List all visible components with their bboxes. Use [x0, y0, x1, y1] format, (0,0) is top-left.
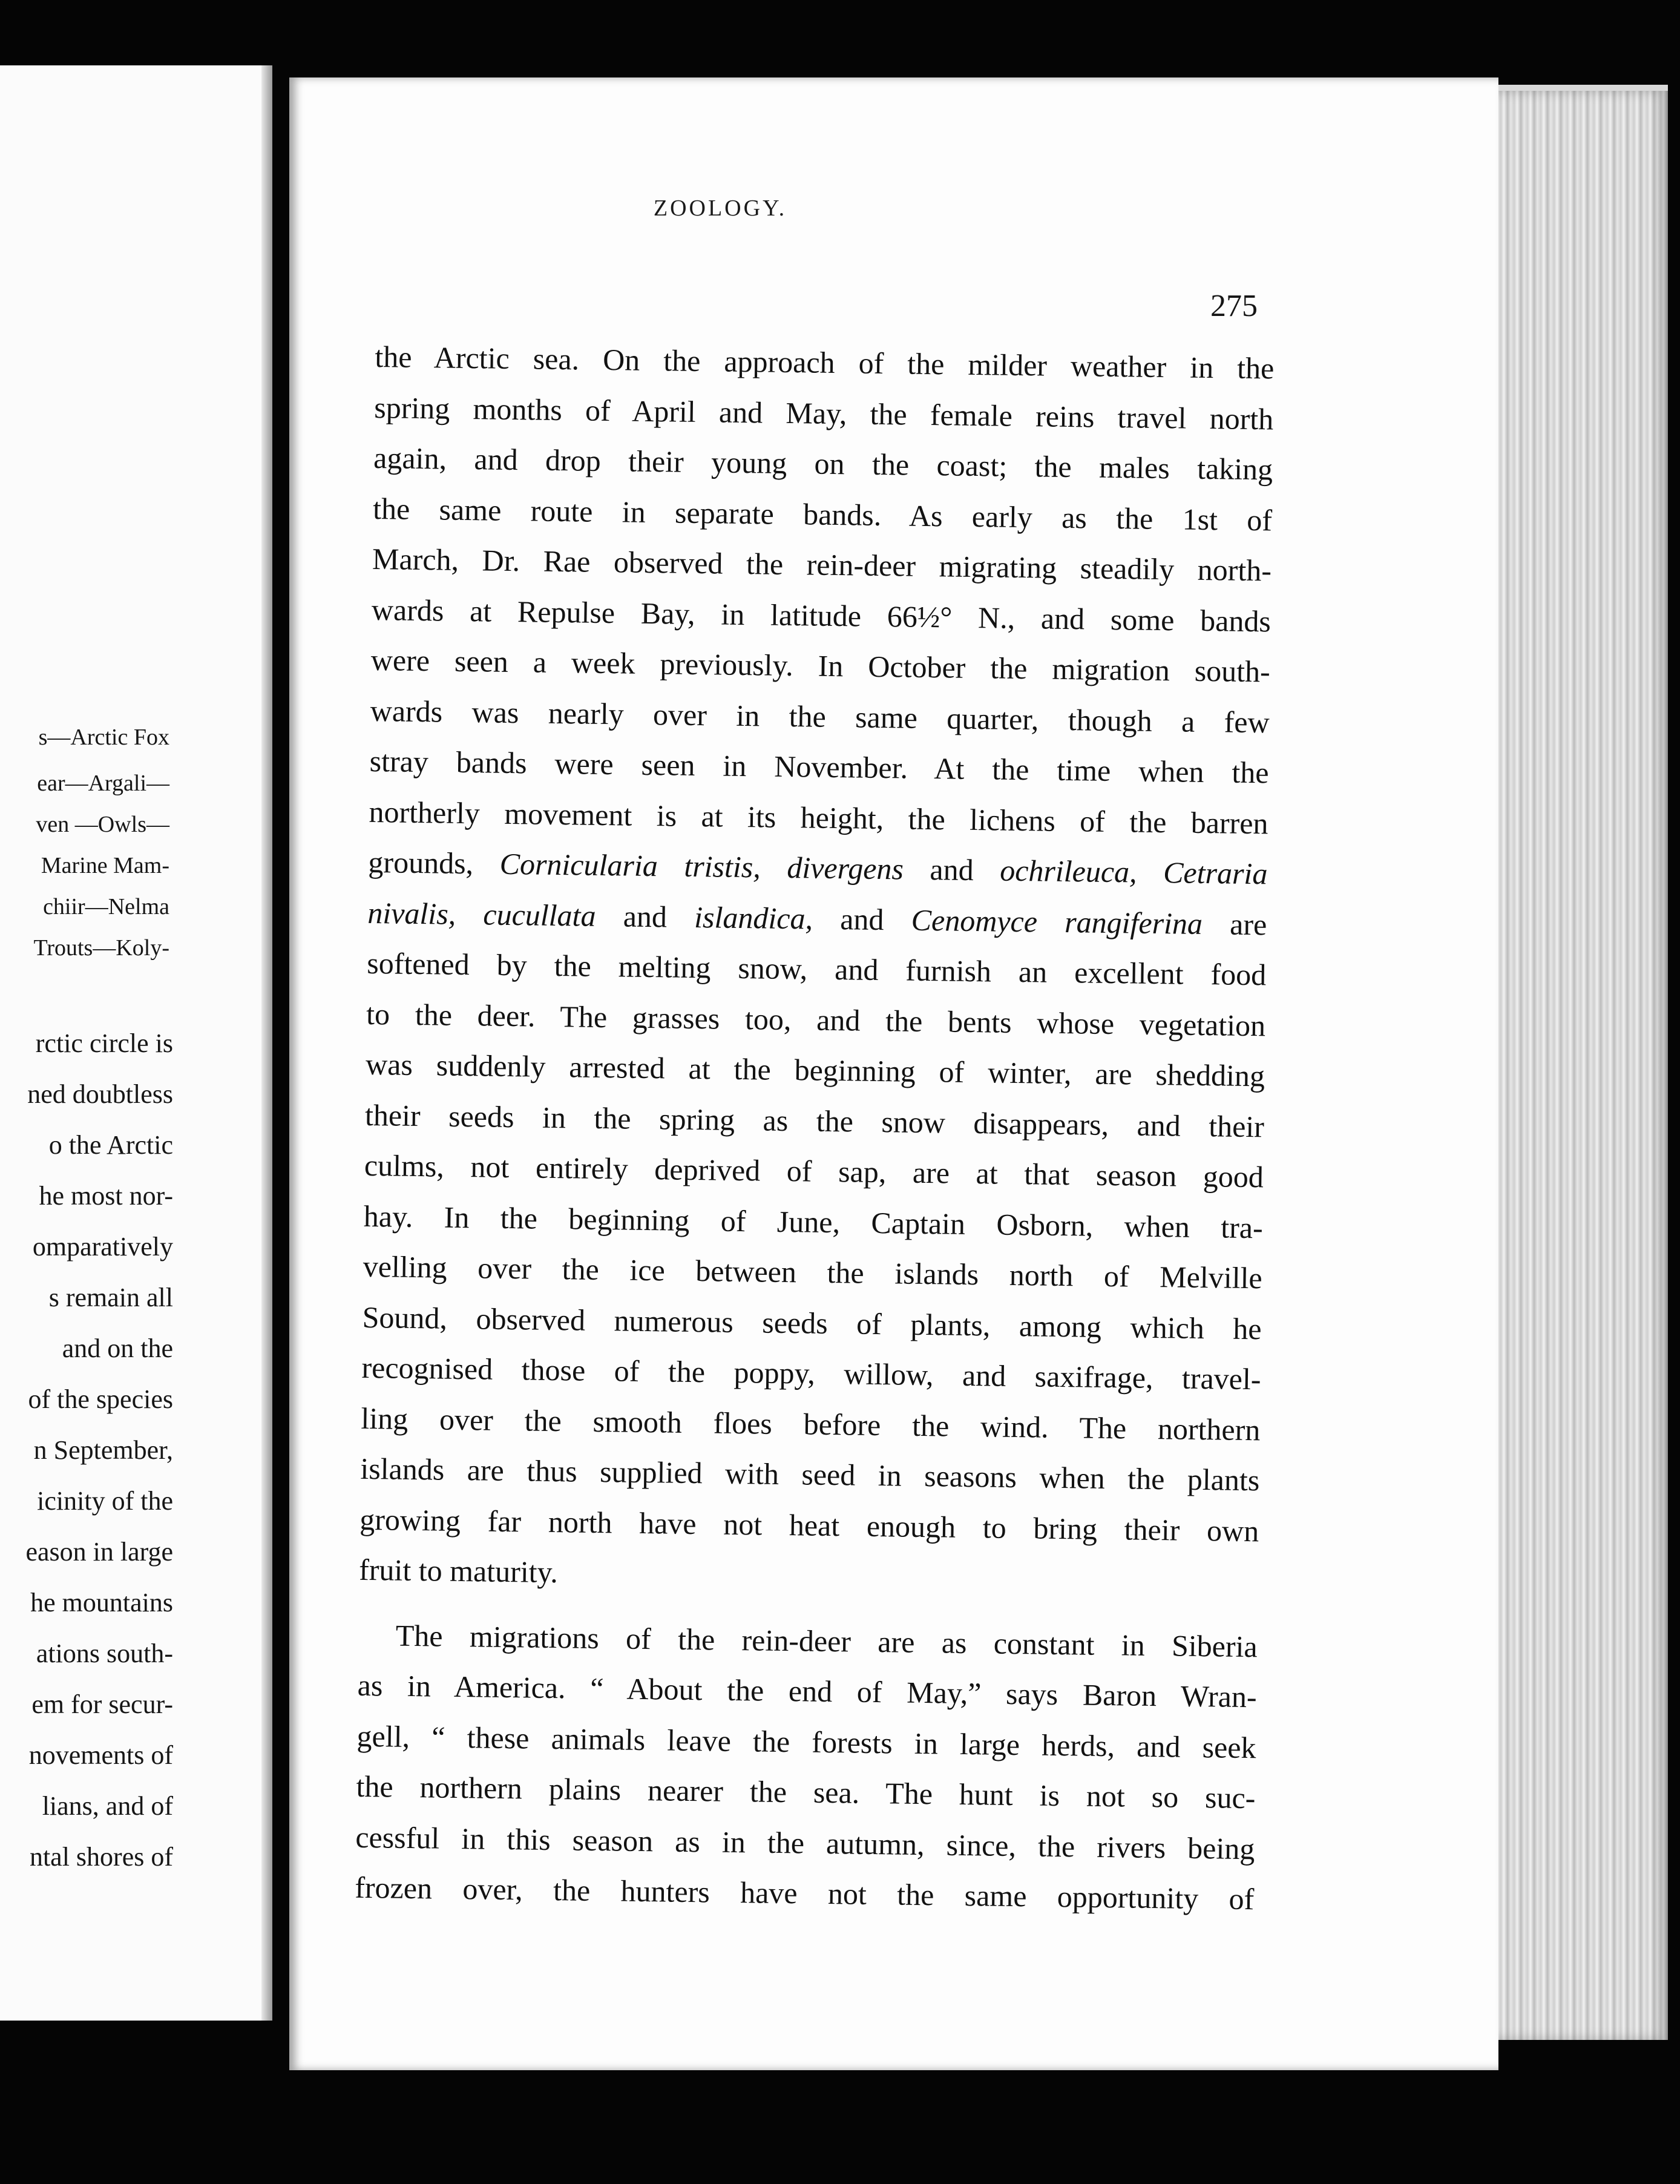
left-fragment-line: of the species	[28, 1384, 173, 1414]
left-fragment-line: ntal shores of	[29, 1842, 173, 1872]
left-fragment-line: s remain all	[48, 1283, 173, 1312]
left-fragment-line: he most nor-	[39, 1181, 173, 1211]
text-line: gell, “ these animals leave the forests in large herds, and seek	[356, 1719, 1256, 1765]
species-name: islandica,	[694, 900, 813, 936]
left-fragment-line: icinity of the	[37, 1486, 173, 1516]
text-line: were seen a week previously. In October the migration south-	[370, 642, 1271, 689]
body-text	[355, 332, 1275, 1925]
text-line: ling over the smooth floes before the wind. The northern	[361, 1401, 1261, 1447]
running-head: ZOOLOGY.	[653, 196, 787, 221]
book-fore-edge	[1471, 91, 1668, 2040]
text-line: Sound, observed numerous seeds of plants, among which he	[362, 1300, 1262, 1346]
text-line: the Arctic sea. On the approach of the milder weather in the	[375, 339, 1275, 386]
left-fragment-line: Marine Mam-	[41, 853, 169, 878]
text-line: softened by the melting snow, and furnish an excellent food	[366, 946, 1267, 992]
left-fragment-line: lians, and of	[42, 1791, 173, 1821]
left-fragment-line: o the Arctic	[48, 1130, 173, 1160]
text-line: northerly movement is at its height, the lichens of the barren	[369, 794, 1268, 840]
text-line: recognised those of the poppy, willow, and saxifrage, travel-	[361, 1350, 1261, 1396]
text-line: their seeds in the spring as the snow disappears, and their	[364, 1097, 1265, 1143]
text-run: and	[596, 898, 695, 934]
left-fragment-line: n September,	[33, 1435, 173, 1465]
left-fragment-line: Trouts—Koly-	[33, 935, 169, 961]
text-line: again, and drop their young on the coast; the males taking	[373, 440, 1273, 487]
text-line: islands are thus supplied with seed in seasons when the plants	[360, 1451, 1260, 1498]
text-line: the same route in separate bands. As early as the 1st of	[372, 491, 1273, 537]
text-line: March, Dr. Rae observed the rein-deer migrating steadily north-	[372, 541, 1272, 588]
left-fragment-line: s—Arctic Fox	[38, 725, 169, 750]
left-fragment-line: chiir—Nelma	[43, 894, 169, 919]
text-line: cessful in this season as in the autumn, since, the rivers being	[355, 1820, 1255, 1866]
left-fragment-line: ven —Owls—	[36, 812, 169, 837]
text-line: wards was nearly over in the same quarter, though a few	[370, 693, 1270, 739]
text-run: are	[1202, 906, 1267, 941]
left-fragment-line: eason in large	[25, 1537, 173, 1567]
text-line: growing far north have not heat enough to bring their own	[359, 1502, 1259, 1548]
species-name: Cornicularia tristis, divergens	[499, 846, 904, 886]
text-line: the northern plains nearer the sea. The hunt is not so suc-	[356, 1769, 1256, 1815]
left-fragment-line: and on the	[62, 1334, 173, 1363]
species-name: ochrileuca, Cetraria	[999, 853, 1268, 891]
text-run: and	[812, 901, 912, 937]
left-fragment-line: rctic circle is	[35, 1028, 173, 1058]
text-line: velling over the ice between the islands north of Melville	[363, 1249, 1263, 1295]
text-line: was suddenly arrested at the beginning of winter, are shedding	[365, 1047, 1265, 1093]
species-name: Cenomyce rangiferina	[911, 903, 1203, 941]
text-line: stray bands were seen in November. At the time when the	[369, 743, 1269, 790]
left-fragment-line: em for secur-	[31, 1689, 173, 1719]
left-fragment-line: ations south-	[36, 1639, 173, 1668]
text-run: and	[903, 852, 1000, 887]
text-line: The migrations of the rein-deer are as constant in Siberia	[395, 1618, 1258, 1663]
text-line: frozen over, the hunters have not the same opportunity of	[354, 1870, 1255, 1916]
text-run: grounds,	[368, 844, 500, 881]
text-line: hay. In the beginning of June, Captain Osborn, when tra-	[363, 1199, 1264, 1245]
left-fragment-line: ned doubtless	[27, 1079, 173, 1109]
left-fragment-line: he mountains	[30, 1588, 173, 1617]
text-line: fruit to maturity.	[358, 1552, 559, 1590]
page-number: 275	[1210, 289, 1258, 323]
left-fragment-line: ear—Argali—	[37, 771, 169, 796]
text-line: to the deer. The grasses too, and the bents whose vegetation	[366, 996, 1266, 1042]
left-fragment-line: omparatively	[32, 1232, 173, 1261]
text-line: culms, not entirely deprived of sap, are at that season good	[364, 1148, 1264, 1194]
left-fragment-line: novements of	[28, 1740, 173, 1770]
species-name: nivalis, cucullata	[367, 895, 596, 933]
text-line: spring months of April and May, the female reins travel north	[374, 390, 1274, 436]
text-line: wards at Repulse Bay, in latitude 66½° N., and some bands	[371, 592, 1271, 638]
text-line: as in America. “ About the end of May,” says Baron Wran-	[357, 1668, 1257, 1714]
left-page-gutter	[261, 65, 272, 2021]
